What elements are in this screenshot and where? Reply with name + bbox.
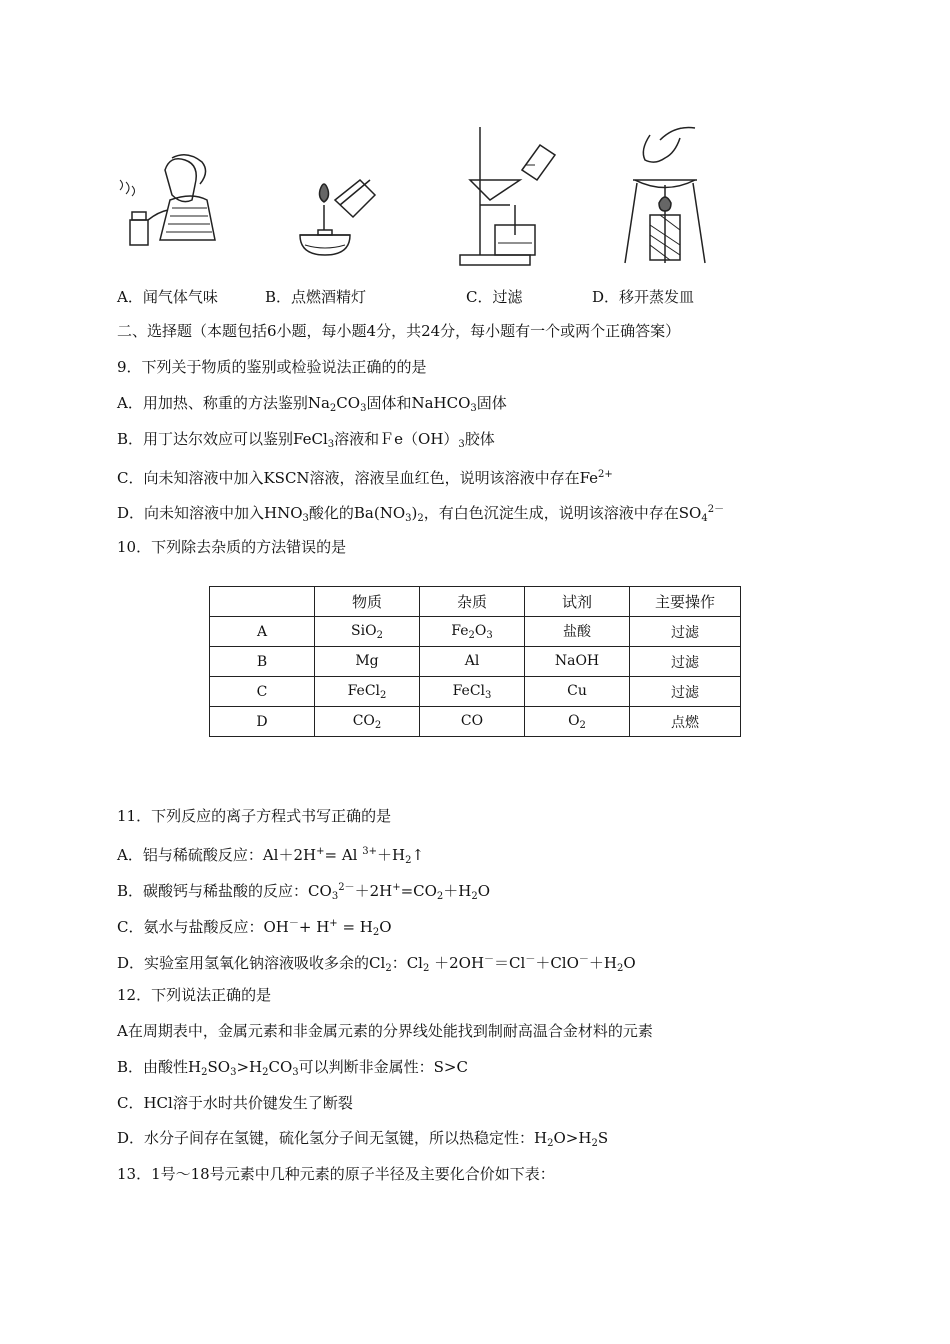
table-header-row: [210, 587, 741, 617]
table-row: [210, 647, 741, 677]
q11-stem: 11．下列反应的离子方程式书写正确的是: [117, 807, 392, 825]
table-header-cell: 试剂: [525, 587, 630, 617]
q12-stem: 12．下列说法正确的是: [117, 986, 272, 1004]
table-header-cell: 杂质: [420, 587, 525, 617]
table-row: [210, 617, 741, 647]
operation-cell: 过滤: [630, 647, 741, 677]
q9-option-d: D．向未知溶液中加入$HNO_3$酸化的$Ba(NO_3)_2$，有白色沉淀生成，说明该溶液中存在$SO_4^{2-}$: [117, 504, 725, 524]
reagent-cell: Cu: [525, 677, 630, 707]
figure-evaporating-dish: [615, 125, 715, 270]
operation-cell: 过滤: [630, 617, 741, 647]
q9-option-b: B．用丁达尔效应可以鉴别FeCl$_3$溶液和$Fe(OH)_3$胶体: [117, 430, 495, 450]
operation-cell: 点燃: [630, 707, 741, 737]
q11-option-d: D．实验室用氢氧化钠溶液吸收多余的$Cl_2$：$Cl_2 +2OH^-=Cl^-+ClO^-+H_2O$: [117, 954, 636, 974]
substance-cell: $CO_2$: [315, 707, 420, 737]
figure-a-caption: A．闻气体气味: [117, 288, 218, 306]
q11-option-c: C．氨水与盐酸反应：$OH^-+ H^+ = H_2O$: [117, 918, 392, 938]
impurity-cell: Al: [420, 647, 525, 677]
q13-stem: 13．1号～18号元素中几种元素的原子半径及主要化合价如下表：: [117, 1165, 555, 1183]
impurity-cell: FeCl$_3$: [420, 677, 525, 707]
impurity-table: [209, 586, 741, 737]
q9-option-a: A．用加热、称重的方法鉴别$Na_2CO_3$固体和NaHCO$_3$固体: [117, 394, 507, 414]
table-row: [210, 707, 741, 737]
substance-cell: SiO$_2$: [315, 617, 420, 647]
section-heading: 二、选择题（本题包括6小题，每小题4分，共24分，每小题有一个或两个正确答案）: [117, 322, 681, 340]
q9-stem: 9．下列关于物质的鉴别或检验说法正确的的是: [117, 358, 427, 376]
substance-cell: FeCl$_2$: [315, 677, 420, 707]
figure-light-lamp: [290, 160, 380, 260]
reagent-cell: NaOH: [525, 647, 630, 677]
q12-option-d: D．水分子间存在氢键，硫化氢分子间无氢键，所以热稳定性：$H_2O>H_2S$: [117, 1129, 609, 1149]
q12-option-a: A在周期表中，金属元素和非金属元素的分界线处能找到制耐高温合金材料的元素: [117, 1022, 653, 1040]
table-header-cell: 主要操作: [630, 587, 741, 617]
q10-stem: 10．下列除去杂质的方法错误的是: [117, 538, 347, 556]
figure-b-caption: B．点燃酒精灯: [265, 288, 367, 306]
q11-option-a: A．铝与稀硫酸反应：Al＋2H+= Al $^{3+}+H_2↑$: [117, 846, 425, 866]
q9-option-c: C．向未知溶液中加入KSCN溶液，溶液呈血红色，说明该溶液中存在$Fe^{2+}$: [117, 469, 613, 487]
q12-option-b: B．由酸性$H_2SO_3>H_2CO_3$可以判断非金属性：S>C: [117, 1058, 468, 1078]
operation-cell: 过滤: [630, 677, 741, 707]
q11-option-b: B．碳酸钙与稀盐酸的反应：$CO_3^{2-}+2H^+=CO_2+H_2O$: [117, 882, 491, 902]
figure-filtration: [450, 125, 560, 270]
q12-option-c: C．HCl溶于水时共价键发生了断裂: [117, 1094, 353, 1112]
row-label: A: [210, 617, 315, 647]
figure-d-caption: D．移开蒸发皿: [592, 288, 695, 306]
row-label: C: [210, 677, 315, 707]
table-row: [210, 677, 741, 707]
table-header-cell: [210, 587, 315, 617]
figure-c-caption: C．过滤: [466, 288, 523, 306]
impurity-cell: $Fe_2O_3$: [420, 617, 525, 647]
impurity-cell: CO: [420, 707, 525, 737]
reagent-cell: 盐酸: [525, 617, 630, 647]
substance-cell: Mg: [315, 647, 420, 677]
figure-smell-gas: [110, 150, 225, 250]
table-header-cell: 物质: [315, 587, 420, 617]
row-label: D: [210, 707, 315, 737]
reagent-cell: $O_2$: [525, 707, 630, 737]
row-label: B: [210, 647, 315, 677]
